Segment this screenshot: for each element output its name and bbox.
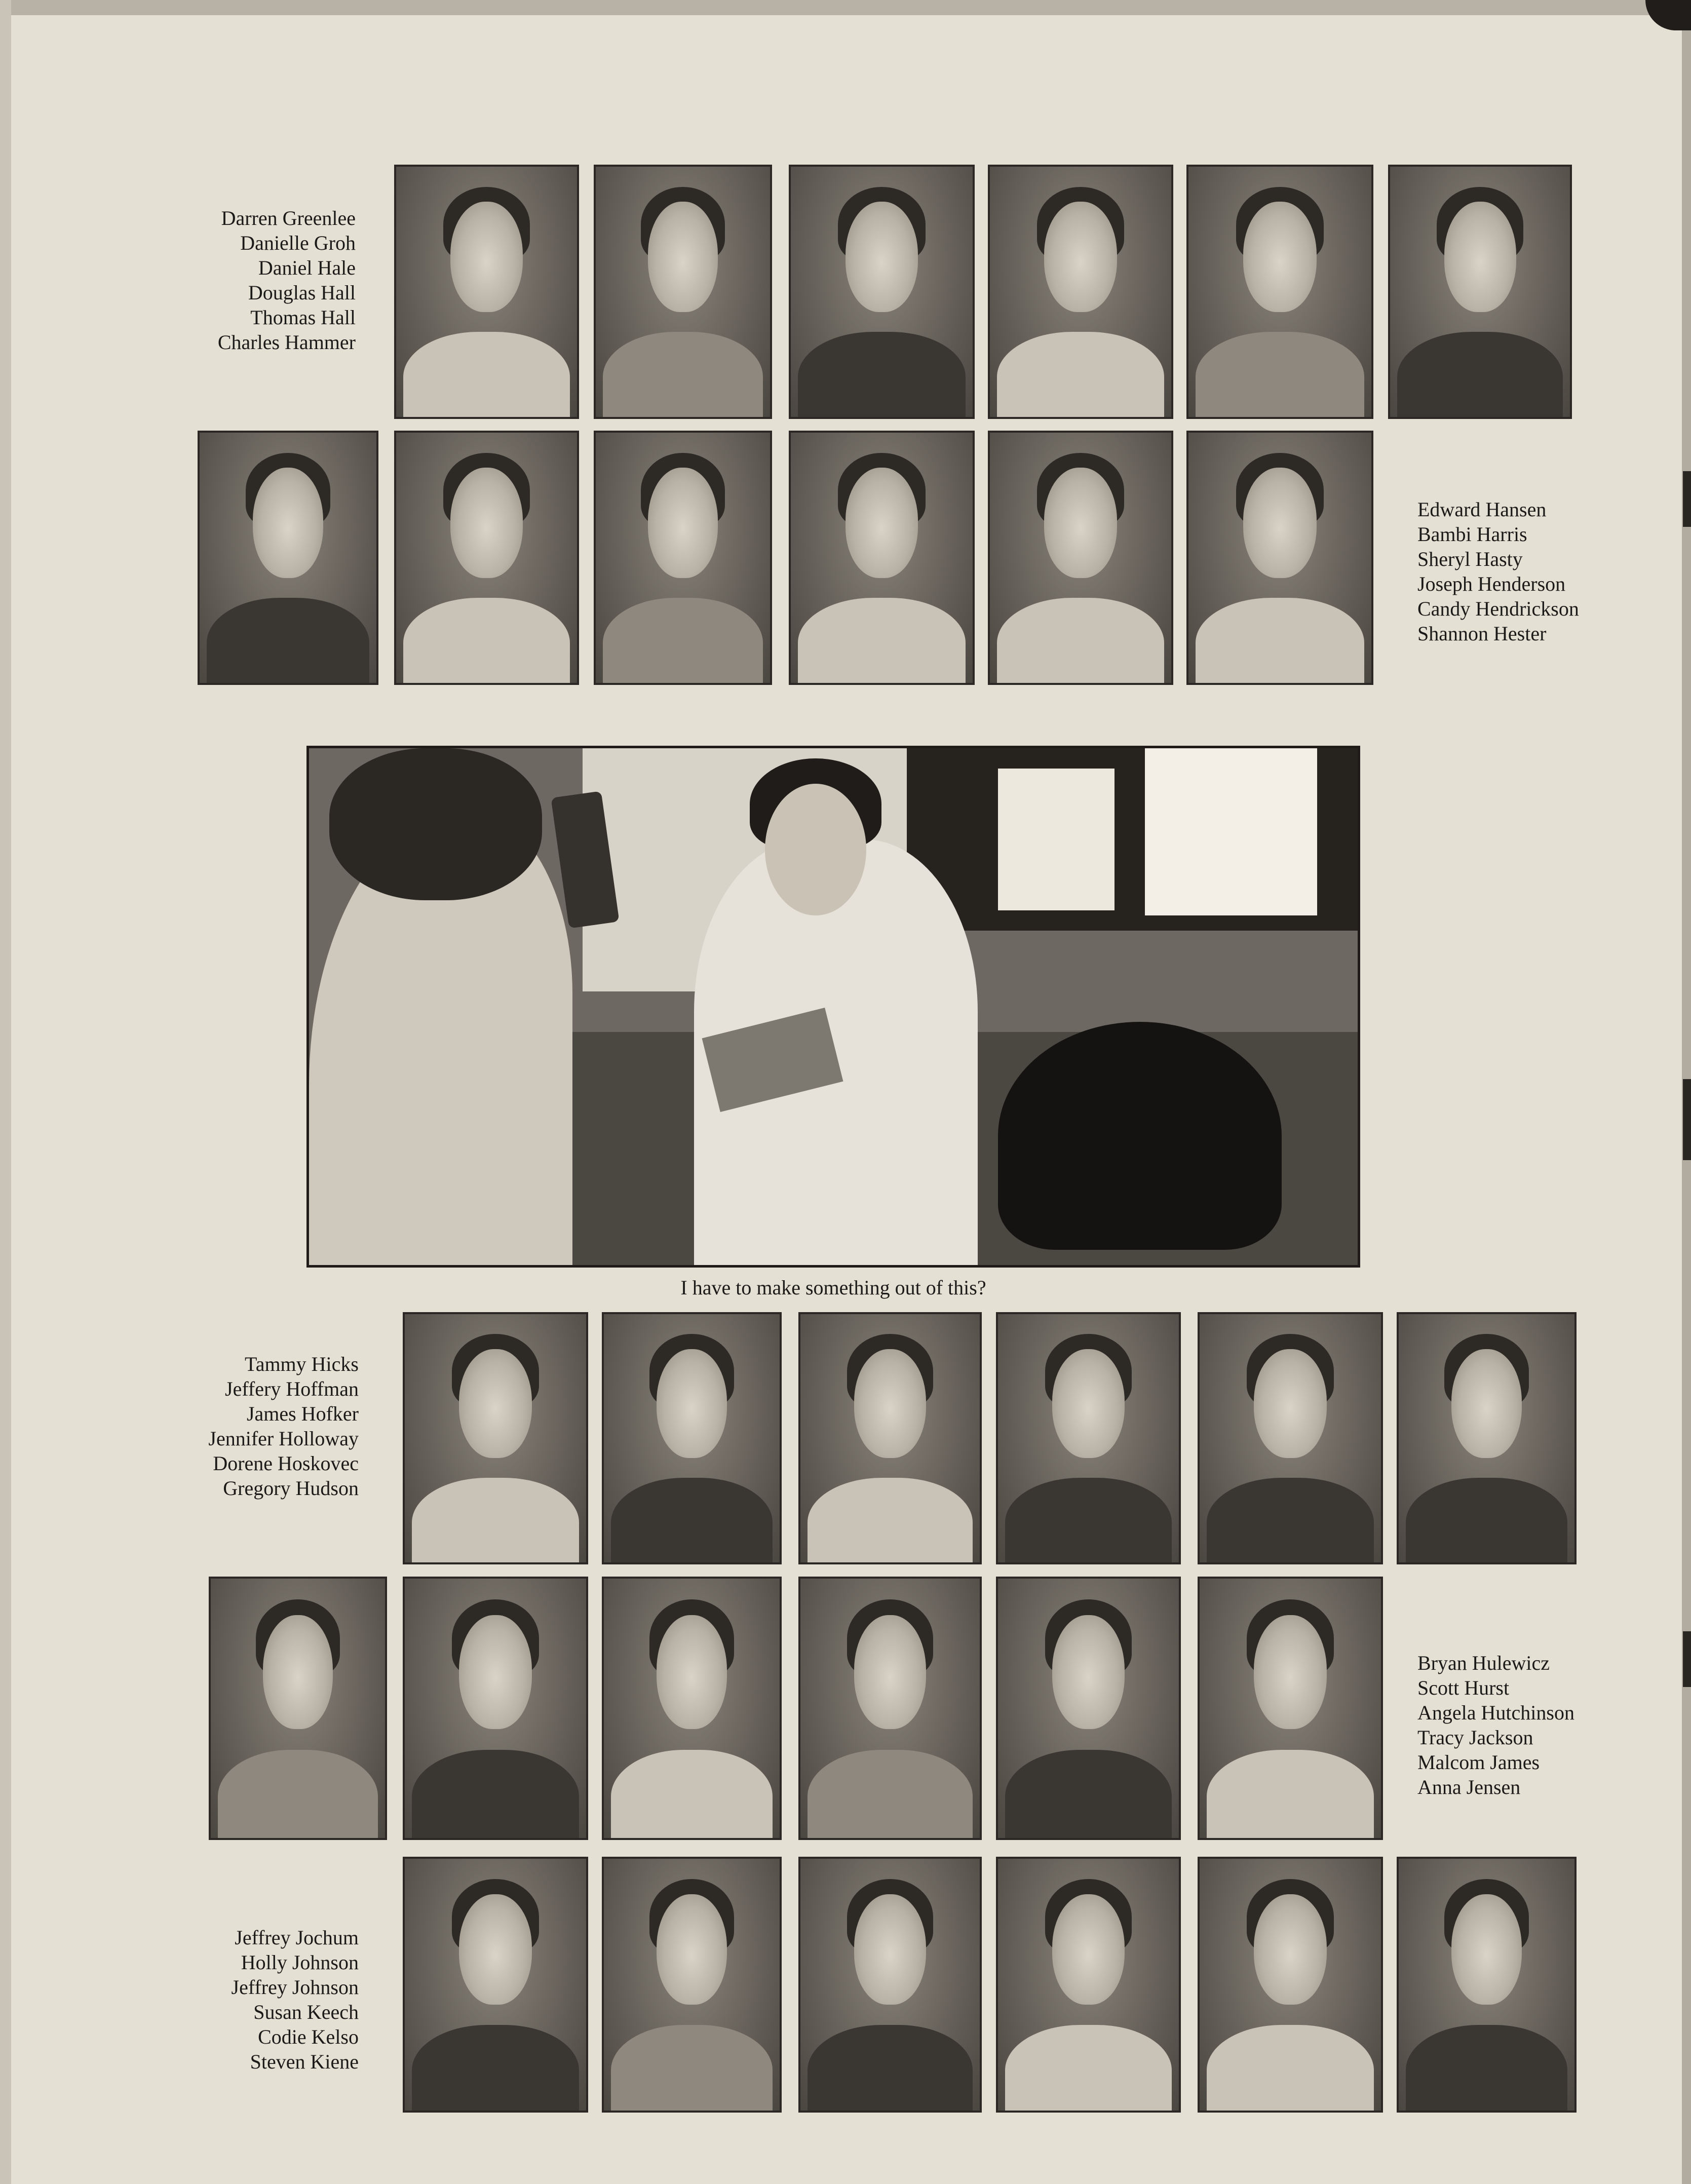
student-portrait xyxy=(394,165,579,419)
student-name: Angela Hutchinson xyxy=(1417,1701,1574,1724)
student-name: Candy Hendrickson xyxy=(1417,597,1579,620)
student-name: Susan Keech xyxy=(253,2001,359,2023)
student-portrait xyxy=(198,431,378,685)
student-name: Bryan Hulewicz xyxy=(1417,1652,1550,1674)
student-name: Darren Greenlee xyxy=(221,207,356,229)
student-name: Joseph Henderson xyxy=(1417,572,1566,595)
student-name: Tammy Hicks xyxy=(245,1353,359,1375)
student-portrait xyxy=(789,165,975,419)
student-portrait xyxy=(1198,1312,1383,1564)
student-name: Malcom James xyxy=(1417,1751,1540,1774)
student-portrait xyxy=(996,1312,1181,1564)
student-portrait xyxy=(403,1577,588,1840)
student-portrait xyxy=(403,1312,588,1564)
student-portrait xyxy=(988,165,1173,419)
name-list-row-1 xyxy=(218,206,356,355)
student-portrait xyxy=(602,1857,782,2113)
student-name: Jeffrey Jochum xyxy=(235,1926,359,1949)
student-portrait xyxy=(209,1577,387,1840)
student-portrait xyxy=(1198,1577,1383,1840)
student-name: Holly Johnson xyxy=(241,1951,359,1974)
student-name: Daniel Hale xyxy=(258,256,356,279)
student-portrait xyxy=(789,431,975,685)
student-portrait xyxy=(996,1577,1181,1840)
student-portrait xyxy=(1388,165,1572,419)
binder-mark xyxy=(1683,1631,1691,1687)
binder-mark xyxy=(1683,471,1691,527)
student-name: Sheryl Hasty xyxy=(1417,548,1523,570)
student-name: Gregory Hudson xyxy=(223,1477,359,1500)
photo-caption: I have to make something out of this? xyxy=(680,1276,986,1299)
student-portrait xyxy=(1397,1857,1577,2113)
page-corner-shadow xyxy=(1645,0,1691,30)
student-name: Danielle Groh xyxy=(240,232,356,254)
student-name: Shannon Hester xyxy=(1417,622,1547,645)
student-portrait xyxy=(798,1312,982,1564)
student-name: Jeffrey Johnson xyxy=(231,1976,359,1999)
student-name: Steven Kiene xyxy=(250,2050,359,2073)
student-name: Bambi Harris xyxy=(1417,523,1527,546)
candid-classroom-photo xyxy=(306,746,1360,1268)
student-portrait xyxy=(1186,165,1373,419)
student-name: James Hofker xyxy=(246,1402,359,1425)
student-name: Thomas Hall xyxy=(250,306,356,329)
student-portrait xyxy=(594,165,772,419)
student-portrait xyxy=(988,431,1173,685)
student-name: Codie Kelso xyxy=(258,2025,359,2048)
student-name: Edward Hansen xyxy=(1417,498,1547,521)
student-portrait xyxy=(594,431,772,685)
student-name: Scott Hurst xyxy=(1417,1676,1510,1699)
name-list-row-3 xyxy=(208,1352,359,1501)
name-list-row-4 xyxy=(1417,1651,1574,1799)
page-edge xyxy=(0,0,1691,15)
student-portrait xyxy=(798,1577,982,1840)
name-list-row-2 xyxy=(1417,497,1579,646)
student-portrait xyxy=(1186,431,1373,685)
student-name: Tracy Jackson xyxy=(1417,1726,1533,1749)
student-name: Jennifer Holloway xyxy=(208,1427,359,1450)
student-portrait xyxy=(602,1577,782,1840)
student-portrait xyxy=(403,1857,588,2113)
student-portrait xyxy=(1397,1312,1577,1564)
student-portrait xyxy=(996,1857,1181,2113)
name-list-row-5 xyxy=(232,1925,359,2074)
student-name: Douglas Hall xyxy=(248,281,356,304)
page-edge-left xyxy=(0,0,11,2184)
student-name: Jeffery Hoffman xyxy=(225,1377,359,1400)
binder-mark xyxy=(1683,1079,1691,1160)
student-name: Dorene Hoskovec xyxy=(213,1452,359,1475)
student-portrait xyxy=(798,1857,982,2113)
student-portrait xyxy=(394,431,579,685)
student-portrait xyxy=(1198,1857,1383,2113)
student-name: Charles Hammer xyxy=(217,331,356,354)
student-name: Anna Jensen xyxy=(1417,1776,1521,1798)
student-portrait xyxy=(602,1312,782,1564)
